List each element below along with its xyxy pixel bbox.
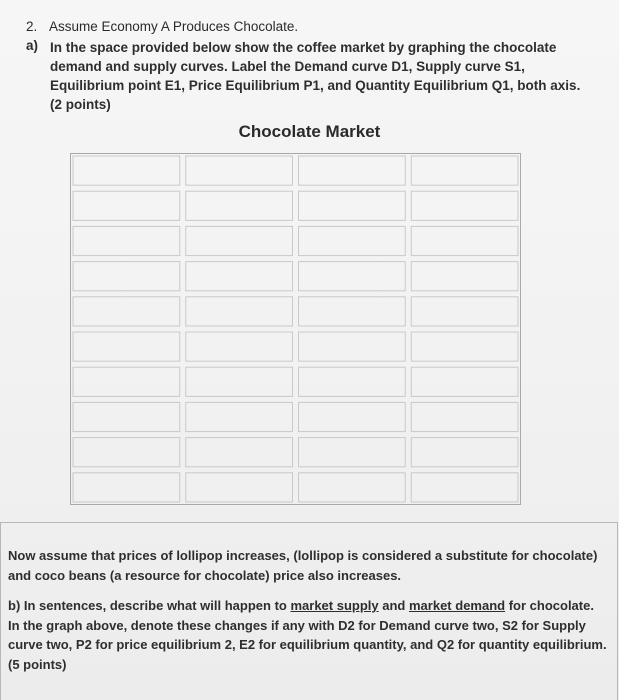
grid-cell: [299, 438, 406, 467]
question-title: Assume Economy A Produces Chocolate.: [49, 19, 299, 34]
grid-cell: [186, 297, 293, 326]
grid-cell: [186, 156, 293, 185]
grid-cell: [73, 297, 180, 326]
grid-cell: [186, 473, 293, 502]
grid-cell: [411, 438, 518, 467]
grid-cell: [73, 332, 180, 361]
grid-cell: [73, 156, 180, 185]
grid-cell: [299, 262, 406, 291]
grid-cell: [411, 332, 518, 361]
grid-cell: [186, 402, 293, 431]
grid-cell: [186, 226, 293, 255]
grid-cell: [411, 191, 518, 220]
grid-cell: [186, 332, 293, 361]
grid-cell: [186, 367, 293, 396]
grid-cell: [299, 473, 406, 502]
grid-cell: [299, 367, 406, 396]
grid-cell: [186, 262, 293, 291]
grid-cell: [73, 191, 180, 220]
part-a-instructions: In the space provided below show the coffee market by graphing the chocolate demand and supply curves. Label the Demand curve D1, Supply curve S1, Equilibrium point E1, Price Equilibrium P1, and Quantity Equilibrium Q1, both axis. (2 points): [50, 40, 581, 112]
scenario-paragraph: Now assume that prices of lollipop increases, (lollipop is considered a substitute for chocolate) and coco beans (a resource for chocolate) price also increases.: [8, 548, 598, 583]
chart-title: Chocolate Market: [238, 122, 381, 141]
grid-cell: [299, 226, 406, 255]
graph-grid: [70, 153, 521, 505]
grid-border: [71, 154, 521, 505]
question-number: 2.: [26, 19, 38, 34]
part-a-label: a): [26, 38, 39, 53]
grid-cell: [73, 262, 180, 291]
grid-cell: [299, 332, 406, 361]
grid-cell: [411, 156, 518, 185]
grid-cell: [411, 367, 518, 396]
grid-cell: [299, 297, 406, 326]
grid-cell: [411, 226, 518, 255]
grid-cell: [186, 191, 293, 220]
part-b-and: and: [382, 598, 406, 613]
grid-cell: [73, 226, 180, 255]
term-market-demand: market demand: [409, 598, 506, 613]
part-b-intro: b) In sentences, describe what will happen to: [8, 598, 287, 613]
grid-cell: [411, 297, 518, 326]
grid-cell: [186, 438, 293, 467]
grid-cell: [299, 156, 406, 185]
grid-cell: [73, 367, 180, 396]
question-header: [26, 18, 298, 36]
grid-cell: [411, 262, 518, 291]
grid-cell: [299, 402, 406, 431]
grid-cell: [411, 402, 518, 431]
grid-cell: [73, 473, 180, 502]
grid-svg: [70, 153, 521, 505]
grid-cell: [299, 191, 406, 220]
grid-cell: [411, 473, 518, 502]
part-b-paragraph: [8, 596, 608, 674]
grid-cell: [73, 402, 180, 431]
term-market-supply: market supply: [290, 598, 379, 613]
grid-cell: [73, 438, 180, 467]
part-b-rest: for chocolate. In the graph above, denote these changes if any with D2 for Demand curve two, S2 for Supply curve two, P2 for price equilibrium 2, E2 for equilibrium quantity, and Q2 for quantity equilibrium. (5 points): [8, 598, 607, 672]
